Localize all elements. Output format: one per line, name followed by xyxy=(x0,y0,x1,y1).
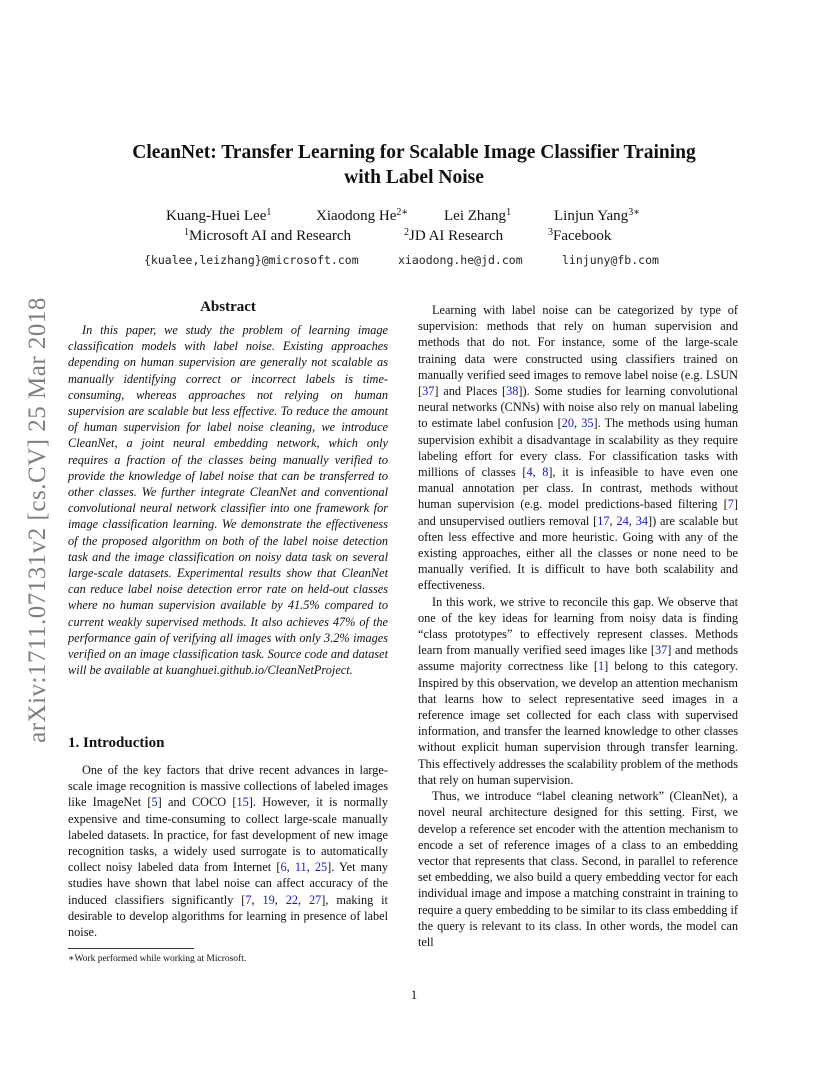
citation-link[interactable]: 7 xyxy=(245,892,252,907)
text-run: ], it is infeasible to have even one manual annotation per class. In contrast, methods without human supervision (e.g. model predictions-based filtering [ xyxy=(418,465,738,512)
paper-title xyxy=(70,140,758,190)
text-run: , xyxy=(573,416,582,431)
text-run: ] and Places [ xyxy=(434,384,507,399)
text-run: , xyxy=(628,513,636,528)
affiliation-1: $^1$Microsoft AI and Research xyxy=(184,227,352,244)
citation-link[interactable]: 27 xyxy=(309,892,322,907)
citation-link[interactable]: 37 xyxy=(654,643,668,658)
text-run: ] and methods assume majority correctness like [ xyxy=(418,643,738,674)
introduction-heading: 1. Introduction xyxy=(68,735,165,751)
text-run: ] belong to this category. Inspired by this observation, we develop an attention mechanism that learns how to select representative seed images in a reference image set collected for each class with supervised information, and transfer the learned knowledge to other classes without explicit human supervision through transfer learning. This effectively addresses the scalability problem of the methods that rely on human supervision. xyxy=(418,659,738,787)
citation-link[interactable]: 22 xyxy=(285,892,299,907)
citation-link[interactable]: 1 xyxy=(598,659,605,674)
citation-link[interactable]: 37 xyxy=(422,384,435,399)
citation-link[interactable]: 15 xyxy=(236,795,249,810)
footnote-divider xyxy=(68,948,194,949)
text-run: Thus, we introduce “label cleaning network” (CleanNet), a novel neural architecture designed for this setting. First, we develop a reference set encoder with the attention mechanism to encode a set of reference images of a class to an embedding vector that represents that class. Second, in parallel to reference set embedding, we also build a query embedding vector for each individual image and impose a matching constraint in training to require a query embedding to be similar to its class embedding if the query is relevant to its class. In other words, the model can tell xyxy=(418,789,738,949)
right-paragraph-2 xyxy=(418,594,738,788)
affiliations-row xyxy=(70,226,758,246)
text-run: ] and COCO [ xyxy=(157,795,237,810)
title-line-2: with Label Noise xyxy=(344,167,484,188)
text-run: ]). Some studies for learning convolutional neural networks (CNNs) with noise also rely on manual labeling to estimate label confusion [ xyxy=(418,384,738,431)
intro-paragraph-1 xyxy=(68,762,388,940)
arxiv-id-text: arXiv:1711.07131v2 [cs.CV] 25 Mar 2018 xyxy=(24,297,51,743)
citation-link[interactable]: 38 xyxy=(506,384,519,399)
text-run: , xyxy=(286,860,295,875)
abstract-heading: Abstract xyxy=(200,299,256,315)
author-2: Xiaodong $He^{2∗}$ xyxy=(316,207,409,224)
right-paragraph-3 xyxy=(418,788,738,950)
affiliation-3: $^3$Facebook xyxy=(548,227,612,244)
citation-link[interactable]: 20 xyxy=(561,416,574,431)
text-run: , xyxy=(306,860,315,875)
text-run: ]. The methods using human supervision exhibit a disadvantage in scalability as they require labeling effort for every class. For classification tasks with millions of classes [ xyxy=(418,416,738,480)
text-run: , xyxy=(274,892,286,907)
author-block xyxy=(70,206,758,268)
text-run: ]. Yet many studies have shown that label noise can affect accuracy of the induced classifiers significantly [ xyxy=(68,860,388,907)
citation-link[interactable]: 17 xyxy=(597,513,610,528)
citation-link[interactable]: 24 xyxy=(616,513,629,528)
citation-link[interactable]: 8 xyxy=(542,465,549,480)
affiliation-2: $^2$JD AI Research xyxy=(404,227,504,244)
author-names-row xyxy=(70,206,758,226)
footnote: ∗Work performed while working at Microsoft. xyxy=(68,954,247,964)
citation-link[interactable]: 5 xyxy=(151,795,158,810)
citation-link[interactable]: 11 xyxy=(294,860,307,875)
text-run: Learning with label noise can be categorized by type of supervision: methods that rely on human supervision and methods that do not. For instance, some of the large-scale training data were constructed using classifiers trained on manually verified seed images to remove label noise (e.g. LSUN [ xyxy=(418,303,738,399)
text-run: , xyxy=(609,513,617,528)
abstract-body: In this paper, we study the problem of learning image classification models with label noise. Existing approaches depending on human supervision are generally not scalable as manually identifying correct or incorrect labels is time-consuming, whereas approaches not relying on human supervision are scalable but less effective. To reduce the amount of human supervision for label noise cleaning, we introduce CleanNet, a joint neural embedding network, which only requires a fraction of the classes being manually verified to provide the knowledge of label noise that can be transferred to other classes. We further integrate CleanNet and conventional convolutional neural network classifier into one framework for image classification learning. We demonstrate the effectiveness of the proposed algorithm on both of the label noise detection task and the image classification on noisy data task on several large-scale datasets. Experimental results show that CleanNet can reduce label noise detection error rate on held-out classes where no human supervision available by 41.5% compared to current weakly supervised methods. It also achieves 47% of the performance gain of verifying all images with only 3.2% images verified on an image classification task. Source code and dataset will be available at kuanghuei.github.io/CleanNetProject. xyxy=(68,323,388,678)
citation-link[interactable]: 6 xyxy=(280,860,287,875)
text-run: ]. However, it is normally expensive and time-consuming to collect large-scale manually labeled datasets. In practice, for fast development of new image recognition tasks, a widely used surrogate is to automatically collect noisy labeled data from Internet [ xyxy=(68,795,388,875)
right-column xyxy=(418,302,738,950)
text-run: , xyxy=(298,892,309,907)
right-paragraph-1 xyxy=(418,302,738,594)
text-run: ] and unsupervised outliers removal [ xyxy=(418,497,738,528)
text-run: One of the key factors that drive recent advances in large-scale image recognition is massive collections of labeled images like ImageNet [ xyxy=(68,763,388,810)
title-line-1: CleanNet: Transfer Learning for Scalable Image Classifier Training xyxy=(132,142,696,163)
citation-link[interactable]: 7 xyxy=(727,497,734,512)
citation-link[interactable]: 35 xyxy=(581,416,594,431)
text-run: , xyxy=(251,892,263,907)
text-run: ], making it desirable to develop algorithms for learning in presence of label noise. xyxy=(68,892,388,940)
email-3: linjuny@fb.com xyxy=(562,253,659,267)
author-4: Linjun Yang$^{3∗}$ xyxy=(554,207,640,224)
text-run: In this work, we strive to reconcile this gap. We observe that one of the key ideas for learning from noisy data is finding “class prototypes” to effectively represent classes. Methods learn from manually verified seed images like [ xyxy=(418,594,738,658)
text-run: , xyxy=(532,465,543,480)
emails-row xyxy=(70,248,758,268)
text-run: ]) are scalable but often less effective and more heuristic. Going with any of the existing approaches, either all the classes or none need to be manually verified. It is difficult to have both scalability and effectiveness. xyxy=(418,513,738,593)
email-1: {kualee,leizhang}@microsoft.com xyxy=(144,253,359,267)
citation-link[interactable]: 34 xyxy=(635,513,648,528)
citation-link[interactable]: 25 xyxy=(314,860,328,875)
email-2: xiaodong.he@jd.com xyxy=(398,253,523,267)
page-number: 1 xyxy=(410,988,418,1002)
author-3: Lei Zhang$^1$ xyxy=(444,207,512,224)
author-1: Kuang-Huei Lee$^1$ xyxy=(166,207,272,224)
citation-link[interactable]: 19 xyxy=(262,892,275,907)
citation-link[interactable]: 4 xyxy=(526,465,533,480)
